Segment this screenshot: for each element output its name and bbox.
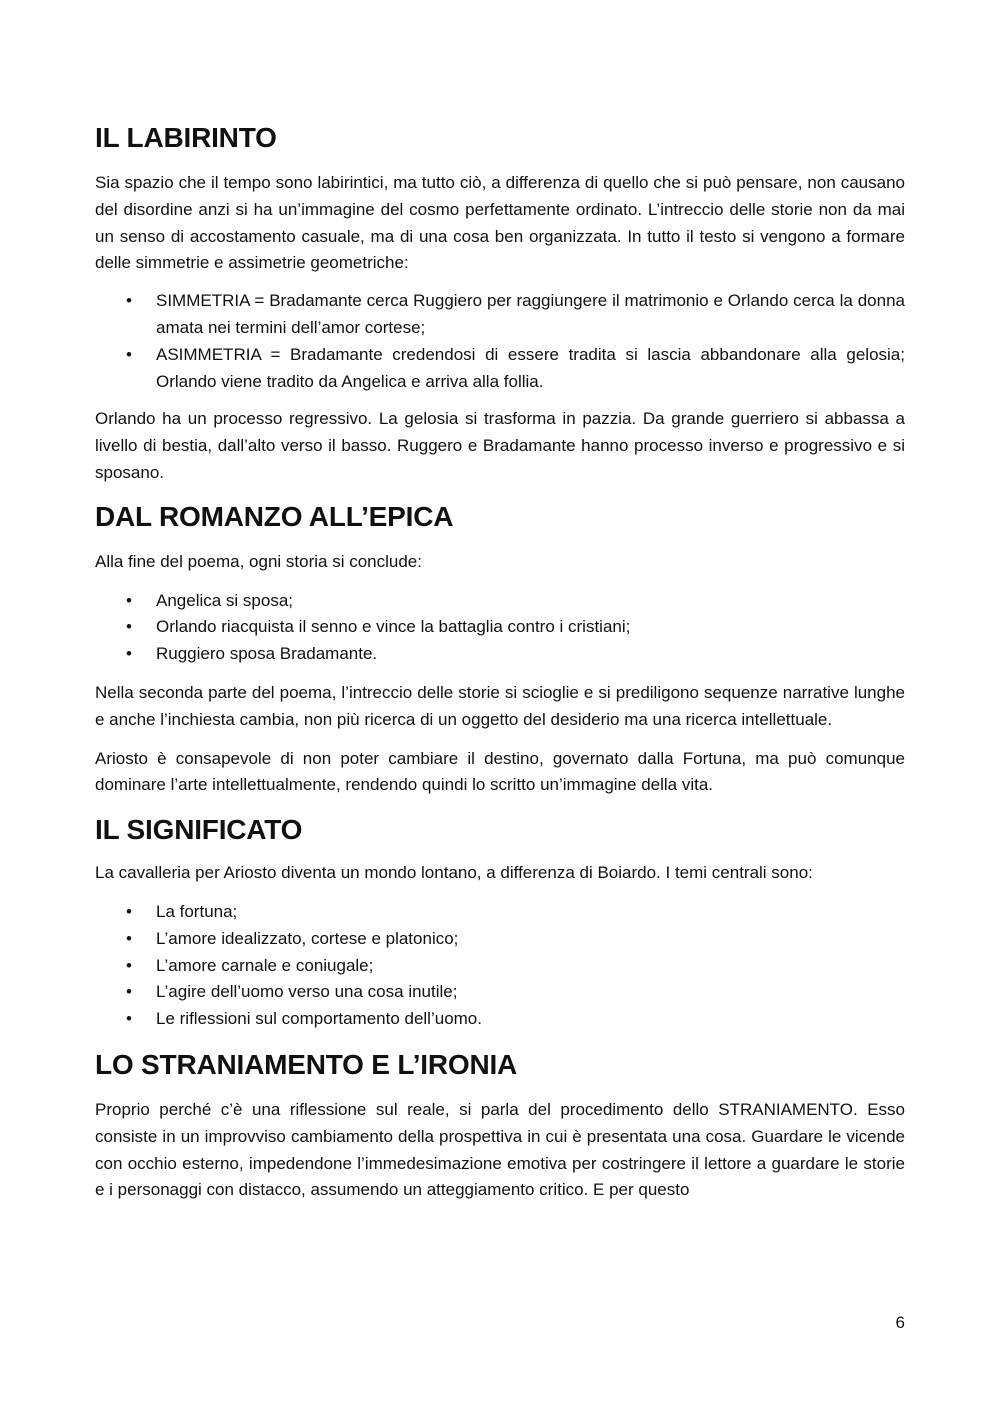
list-item [95,342,905,396]
list-item-text: L’agire dell’uomo verso una cosa inutile; [156,982,458,1002]
list-item-text: La fortuna; [156,901,238,921]
bullet-icon: • [126,982,132,1002]
section-heading-straniamento: LO STRANIAMENTO E L’IRONIA [95,1048,518,1080]
list-item [95,899,905,926]
list-item-text: L’amore carnale e coniugale; [156,955,374,975]
list-item-text: L’amore idealizzato, cortese e platonico; [156,928,459,948]
paragraph: Sia spazio che il tempo sono labirintici, ma tutto ciò, a differenza di quello che si può pensare, non causano del disordine anzi si ha un’immagine del cosmo perfettamente ordinato. L’intreccio delle storie non da mai un senso di accostamento casuale, ma di una cosa ben organizzata. In tutto il testo si vengono a formare delle simmetrie e assimetrie geometriche: [95,173,905,273]
list-item [95,614,905,641]
bullet-icon: • [126,291,132,311]
bullet-icon: • [126,590,132,610]
bullet-icon: • [126,955,132,975]
list-item-text: ASIMMETRIA = Bradamante credendosi di essere tradita si lascia abbandonare alla gelosia; Orlando viene tradito da Angelica e arriva alla follia. [156,344,905,391]
list-item [95,926,905,953]
paragraph: Alla fine del poema, ogni storia si conclude: [95,551,422,571]
list-item [95,979,905,1006]
list-item [95,641,905,668]
list-item-text: Ruggiero sposa Bradamante. [156,644,378,664]
paragraph: Orlando ha un processo regressivo. La gelosia si trasforma in pazzia. Da grande guerriero si abbassa a livello di bestia, dall’alto verso il basso. Ruggero e Bradamante hanno processo inverso e progressivo e si sposano. [95,409,905,482]
paragraph: Ariosto è consapevole di non poter cambiare il destino, governato dalla Fortuna, ma può comunque dominare l’arte intellettualmente, rendendo quindi lo scritto un’immagine della vita. [95,748,905,795]
list-item [95,953,905,980]
bullet-list [95,288,905,395]
list-item-text: Orlando riacquista il senno e vince la battaglia contro i cristiani; [156,617,631,637]
list-item [95,588,905,615]
page-number: 6 [895,1313,905,1332]
list-item-text: Le riflessioni sul comportamento dell’uomo. [156,1009,482,1029]
bullet-icon: • [126,1009,132,1029]
bullet-icon: • [126,901,132,921]
paragraph: La cavalleria per Ariosto diventa un mondo lontano, a differenza di Boiardo. I temi centrali sono: [95,863,813,883]
bullet-icon: • [126,617,132,637]
bullet-list [95,588,905,668]
list-item-text: Angelica si sposa; [156,590,294,610]
bullet-list [95,899,905,1033]
list-item-text: SIMMETRIA = Bradamante cerca Ruggiero per raggiungere il matrimonio e Orlando cerca la donna amata nei termini dell’amor cortese; [156,291,905,337]
bullet-icon: • [126,928,132,948]
section-heading-labirinto: IL LABIRINTO [95,122,277,153]
bullet-icon: • [126,644,132,664]
section-heading-significato: IL SIGNIFICATO [95,814,303,846]
paragraph: Proprio perché c’è una riflessione sul reale, si parla del procedimento dello STRANIAMENTO. Esso consiste in un improvviso cambiamento della prospettiva in cui è presentata una cosa. Guardare le vicende con occhio esterno, impedendone l’immedesimazione emotiva per costringere il lettore a guardare le storie e i personaggi con distacco, assumendo un atteggiamento critico. E per questo [95,1099,905,1200]
bullet-icon: • [126,344,132,364]
section-heading-romanzo-epica: DAL ROMANZO ALL’EPICA [95,500,454,532]
paragraph: Nella seconda parte del poema, l’intreccio delle storie si scioglie e si prediligono sequenze narrative lunghe e anche l’inchiesta cambia, non più ricerca di un oggetto del desiderio ma una ricerca intellettuale. [95,682,905,729]
list-item [95,288,905,342]
document-page [95,118,905,1204]
list-item [95,1006,905,1033]
